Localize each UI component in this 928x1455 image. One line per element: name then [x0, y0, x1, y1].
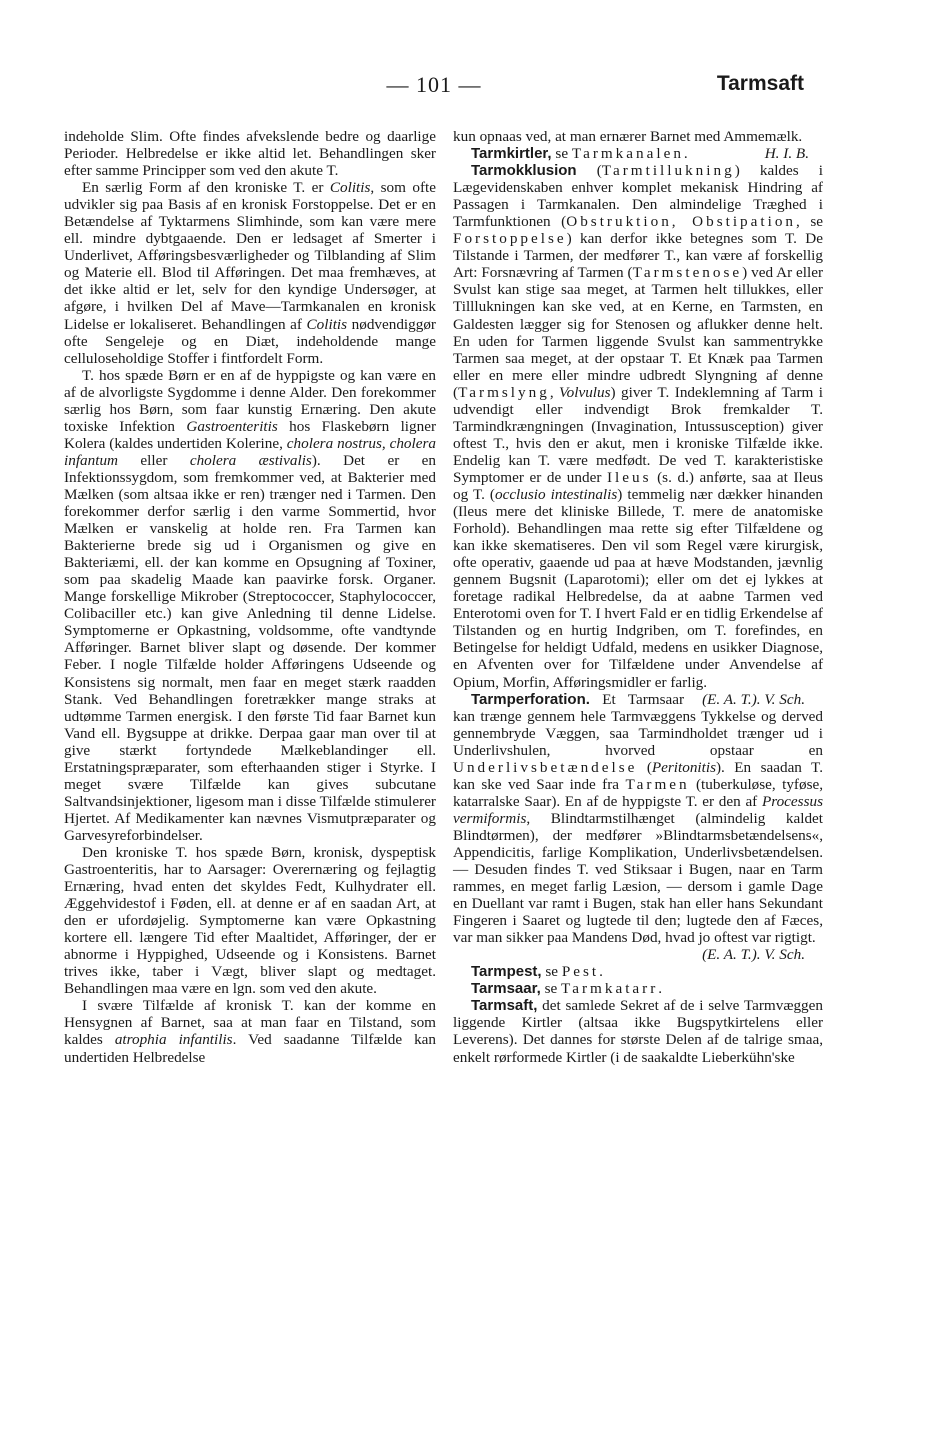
- term: Peritonitis: [651, 758, 716, 776]
- text-run: ) temmelig nær dækker hinanden (Ileus mere det kliniske Billede, T. mere de anatomiske Forhold). Behandlingen maa rette sig efter Tilfældene og kan ikke skematiseres. Den vil som Regel være kirurgisk, ofte operativ, gaaende ud paa at hæve Modstanden, jævnlig gennem Bugsnit (Laparotomi); eller om det ej lykkes at foretage radikal Helbredelse, da at aabne Tarmen ved Enterotomi oven for T. I hvert Fald er en tidlig Erkendelse af Tilstanden og en hurtig Indgriben, om T. forefindes, en Betingelse for heldigt Udfald, medens en usikker Diagnose, en Afventen over for Tilfældene under Anvendelse af Opium, Morfin, Afføringsmidler er farlig.: [453, 485, 823, 691]
- text-run: .: [599, 963, 603, 981]
- entry-tarmpest: [453, 963, 823, 980]
- term: Colitis: [329, 179, 371, 197]
- term: atrophia infantilis: [114, 1031, 233, 1049]
- text-run: hos Flaskebørn ligner Kolera (kaldes undertiden Kolerine,: [64, 417, 437, 452]
- text-run: (s. d.) anførte, saa at Ileus og T. (: [453, 468, 823, 503]
- text-run: se: [541, 963, 562, 981]
- term: cholera nostrus, cholera infantum: [64, 434, 436, 469]
- paragraph: [64, 179, 436, 367]
- text-run: , som ofte udvikler sig paa Basis af en kronisk Forstoppelse. Det er en Betændelse af Tyktarmens Slimhinde, som kan være mere ell. mindre dybtgaaende. Den er ledsaget af Smerter i Underlivet, Afføringsbesværligheder og Tilblanding af Slim og Materie ell. Blod til Afføringen. Det maa fremhæves, at det ikke altid er let, selv for den kyndige Undersøger, at afgøre, i hvilken Del af Mave—Tarmkanalen en kronisk Lidelse er lokaliseret. Behandlingen af: [64, 179, 436, 333]
- cross-reference: Forstoppelse: [453, 230, 567, 248]
- running-head: Tarmsaft: [716, 72, 804, 95]
- spaced-term: Obstruktion, Obstipation: [566, 213, 797, 231]
- text-run: . Ved saadanne Tilfælde kan undertiden Helbredelse: [64, 1031, 436, 1066]
- term: Colitis: [306, 315, 348, 333]
- term: Gastroenteritis: [186, 417, 278, 435]
- text-run: En særlig Form af den kroniske T. er: [82, 179, 330, 197]
- spaced-term: Underlivsbetændelse: [453, 758, 638, 776]
- author-signature: (E. A. T.). V. Sch.: [702, 690, 805, 708]
- text-run: eller: [118, 451, 190, 469]
- headword: Tarmsaft,: [471, 997, 538, 1015]
- cross-reference: Tarmkanalen: [571, 145, 684, 163]
- text-run: ) ved Ar eller Svulst kan stige saa meget, at Tarmen helt tillukkes, eller Tilllukningen kan ske ved, at en Kerne, en Tarmsten, en Galdesten lægger sig for Stenosen og aflukker denne helt. En uden for Tarmen liggende Svulst kan sammentrykke Tarmen saa meget, at der opstaar T. Et Knæk paa Tarmen eller en mere eller mindre udbredt Slyngning af denne (: [453, 264, 824, 401]
- paragraph: indeholde Slim. Ofte findes afvekslende bedre og daarlige Perioder. Helbredelse er ikke altid let. Behandlingen sker efter samme Principper som ved den akute T.: [64, 128, 436, 180]
- headword: Tarmperforation.: [471, 690, 590, 708]
- author-signature: (E. A. T.). V. Sch.: [702, 946, 805, 964]
- text-run: det samlede Sekret af de i selve Tarmvæggen liggende Kirtler (altsaa ikke Bugspytkirtelens eller Leverens). Det dannes for største Delen af de talrige smaa, enkelt rørformede Kirtler (i de saakaldte Lieberkühn'ske: [453, 997, 823, 1066]
- paragraph: [64, 367, 436, 844]
- text-run: se: [540, 980, 562, 998]
- text-run: I svære Tilfælde af kronisk T. kan der komme en Hensygnen af Barnet, saa at man faar en Tilstand, som kaldes: [64, 997, 436, 1049]
- text-run: .: [683, 145, 688, 163]
- spaced-term: Tarmen: [625, 775, 690, 793]
- text-run: Et Tarmsaar kan trænge gennem hele Tarmvæggens Tykkelse og derved gennembryde Væggen, saa Tarmindholdet trænger ud i Underlivshulen, hvorved opstaar en: [453, 690, 823, 759]
- term: cholera æstivalis: [189, 451, 312, 469]
- paragraph: Den kroniske T. hos spæde Børn, kronisk, dyspeptisk Gastroenteritis, har to Aarsager: Overernæring og fejlagtig Ernæring, hvad enten det skyldes Fedt, Kulhydrater ell. Æggehvidestof i Føden, ell. at denne er af en saadan Art, at den er ufordøjelig. Symptomerne kan være Opkastning kortere ell. længere Tid efter Maaltidet, Afføringer, der er abnorme i Hyppighed, Udseende og i Konsistens. Barnet trives ikke, taber i Vægt, bliver slapt og medtaget. Behandlingen maa være en lgn. som ved den akute.: [64, 843, 436, 998]
- author-signature: H. I. B.: [764, 145, 809, 163]
- cross-reference: Ileus: [606, 468, 652, 486]
- page-number: — 101 —: [386, 72, 482, 97]
- term: occlusio intestinalis: [494, 485, 618, 503]
- spaced-term: Tarmtillukning: [601, 162, 735, 180]
- cross-reference: Tarmkatarr: [561, 980, 659, 998]
- headword: Tarmokklusion: [471, 162, 577, 180]
- text-run: ). En saadan T. kan ske ved Saar inde fra: [453, 758, 823, 793]
- entry-tarmsaar: [453, 980, 823, 997]
- page-header: [64, 72, 804, 100]
- term: Processus vermiformis: [453, 792, 823, 827]
- term: Volvulus: [559, 383, 611, 401]
- text-run: (: [637, 758, 652, 776]
- text-run: ). Det er en Infektionssygdom, som fremkommer ved, at Bakterier med Mælken (som altsaa ikke er ren) trænger ned i Tarmen. Den forekommer derfor særlig i den varme Sommertid, hvor Mælken er vanskelig at holde ren. Fra Tarmen kan Bakterierne brede sig ud i Organismen og give en Bakteriæmi, ell. der kan komme en Opsugning af Toxiner, som paa skadelig Maade kan paavirke forsk. Organer. Mange forskellige Mikrober (Streptococcer, Staphylococcer, Colibaciller etc.) kan give Anledning til denne Lidelse. Symptomerne er Opkastning, voldsomme, ofte vandtynde Afføringer. Barnet bliver slapt og døsende. Der kommer Feber. I nogle Tilfælde holder Afføringens Udseende og Konsistens sig normalt, men faar en meget stærk raadden Stank. Ved Behandlingen foretrækker mange straks at udtømme Tarmen energisk. I den første Tid faar Barnet kun Vand ell. Bygsuppe at drikke. Derpaa gaar man over til at give stærkt fortyndede Mælkeblandinger ell. Erstatningspræparater, som efterhaanden stiger i Styrke. I meget svære Tilfælde kan gives subcutane Saltvandsinjektioner, ligesom man i disse Tilfælde stimulerer Hjertet. Af Medikamenter kan nævnes Vismutpræparater og Garvesyreforbindelser.: [64, 451, 437, 844]
- text-run: ) kan derfor ikke betegnes som T. De Tilstande i Tarmen, der medfører T., kan være af forskellig Art: Forsnævring af Tarmen (: [453, 230, 823, 282]
- text-run: kun opnaas ved, at man ernærer Barnet med Ammemælk.: [453, 128, 803, 145]
- text-run: T. hos spæde Børn er en af de hyppigste og kan være en af de alvorligste Sygdomme i denne Alder. Den forekommer særlig hos Børn, som faar kunstig Ernæring. Den akute toxiske Infektion: [64, 366, 436, 435]
- spaced-term: Tarmstenose: [632, 264, 743, 282]
- text-run: , Blindtarmstilhænget (almindelig kaldet Blindtørmen), der medfører »Blindtarmsbetændelsens«, Appendicitis, farlige Komplikation, Underlivsbetændelsen. — Desuden findes T. ved Stiksaar i Bugen, naar en Tarm rammes, en meget farlig Læsion, — dersom i gamle Dage en Duellant var ramt i Bugen, stak han eller hans Sekundant Fingeren i Saaret og lugtede til den; lugtede den af Fæces, var man sikker paa Mandens Død, hvad jo oftest var rigtigt.: [453, 809, 823, 947]
- text-run: se: [551, 145, 572, 163]
- headword: Tarmkirtler,: [471, 145, 552, 163]
- headword: Tarmsaar,: [471, 980, 541, 998]
- right-column: [453, 128, 823, 1066]
- text-run: ,: [549, 383, 560, 401]
- entry-tarmperforation: [453, 691, 823, 964]
- spaced-term: Tarmslyng: [458, 383, 550, 401]
- text-run: (tuberkuløse, tyføse, katarralske Saar). En af de hyppigste T. er den af: [453, 775, 824, 810]
- text-run: nødvendiggør ofte Sengeleje og en Diæt, indeholdende mange celluloseholdige Stoffer i fintfordelt Form.: [64, 315, 436, 367]
- text-run: ) kaldes i Lægevidenskaben enhver komplet mekanisk Hindring af Passagen i Tarmkanalen. Den almindelige Træghed i Tarmfunktionen (: [453, 162, 824, 231]
- paragraph: [64, 997, 436, 1065]
- text-run: ) giver T. Indeklemning af Tarm i udvendigt eller indvendigt Brok fremkalder T. Tarmindkrængningen (Invagination, Intussusception) giver oftest T., hvis den er akut, men i kroniske Tilfælde ikke. Endelig kan T. være medfødt. De ved T. karakteristiske Symptomer er de under: [453, 383, 823, 486]
- left-column: [64, 128, 436, 1066]
- entry-tarmsaft: [453, 997, 823, 1065]
- text-run: , se: [796, 213, 824, 231]
- headword: Tarmpest,: [471, 963, 542, 981]
- text-run: (: [576, 162, 602, 180]
- cross-reference: Pest: [561, 963, 600, 981]
- text-run: .: [658, 980, 663, 998]
